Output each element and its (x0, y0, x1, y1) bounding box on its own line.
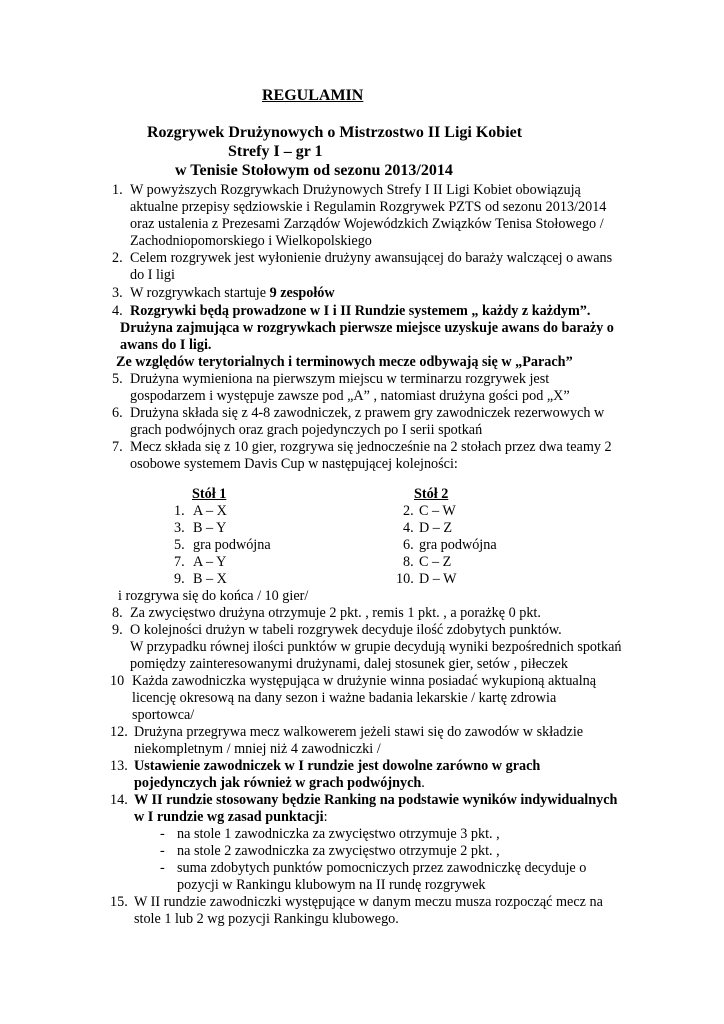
item-number: 4. (112, 303, 123, 319)
item-13-end: . (421, 775, 425, 791)
item-7-line: osobowe systemem Davis Cup w następującej kolejności: (130, 456, 458, 472)
item-10-line: Każda zawodniczka występująca w drużynie winna posiadać wykupioną aktualną (132, 673, 597, 689)
game-pairing: D – W (419, 571, 457, 587)
subtitle-line-1: Rozgrywek Drużynowych o Mistrzostwo II Ligi Kobiet (147, 124, 523, 141)
item-7-line: Mecz składa się z 10 gier, rozgrywa się jednocześnie na 2 stołach przez dwa teamy 2 (130, 439, 612, 455)
item-12-line: Drużyna przegrywa mecz walkowerem jeżeli stawi się do zawodów w składzie (134, 724, 584, 740)
item-13-bold: pojedynczych jak również w grach podwójnych (134, 775, 422, 791)
tables-note: i rozgrywa się do końca / 10 gier/ (118, 588, 309, 604)
item-number: 3. (112, 285, 123, 301)
item-14-line: W II rundzie stosowany będzie Ranking na podstawie wyników indywidualnych (134, 792, 618, 808)
game-pairing: B – Y (193, 520, 227, 536)
item-14-end: : (323, 809, 328, 825)
table-2-header: Stół 2 (414, 486, 449, 502)
item-4-line: Drużyna zajmująca w rozgrywkach pierwsze miejsce uzyskuje awans do baraży o (120, 320, 614, 336)
subtitle-line-2: Strefy I – gr 1 (228, 143, 323, 160)
item-number: 5. (112, 371, 123, 387)
item-number: 9. (112, 622, 123, 638)
game-number: 6. (403, 537, 414, 553)
item-number: 13. (110, 758, 128, 774)
item-number: 6. (112, 405, 123, 421)
item-number: 15. (110, 894, 128, 910)
game-pairing: A – Y (193, 554, 227, 570)
game-pairing: D – Z (419, 520, 453, 536)
item-14-line (134, 809, 328, 826)
bullet-item: pozycji w Rankingu klubowym na II rundę rozgrywek (177, 877, 486, 893)
item-10-line: licencję okresową na dany sezon i ważne badania lekarskie / kartę zdrowia (132, 690, 557, 706)
item-number: 10 (110, 673, 125, 689)
item-number: 2. (112, 250, 123, 266)
bullet-dash: - (160, 843, 165, 859)
item-1-line: Zachodniopomorskiego i Wielkopolskiego (130, 233, 372, 249)
bullet-item: na stole 1 zawodniczka za zwycięstwo otrzymuje 3 pkt. , (177, 826, 500, 842)
game-number: 1. (174, 503, 185, 519)
game-number: 9. (174, 571, 185, 587)
item-number: 7. (112, 439, 123, 455)
page-title: REGULAMIN (262, 87, 364, 104)
game-pairing: B – X (193, 571, 227, 587)
item-1-line: aktualne przepisy sędziowskie i Regulamin Rozgrywek PZTS od sezonu 2013/2014 (130, 199, 607, 215)
item-4-line: Ze względów terytorialnych i terminowych mecze odbywają się w „Parach” (116, 354, 573, 370)
game-number: 8. (403, 554, 414, 570)
item-13-line (134, 775, 425, 792)
item-2-line: do I ligi (130, 267, 175, 283)
item-15-line: W II rundzie zawodniczki występujące w danym meczu musza rozpocząć mecz na (134, 894, 603, 910)
item-3-line (130, 285, 335, 302)
item-9-line: W przypadku równej ilości punktów w grupie decydują wyniki bezpośrednich spotkań (130, 639, 622, 655)
game-pairing: C – W (419, 503, 456, 519)
item-number: 1. (112, 182, 123, 198)
game-number: 2. (403, 503, 414, 519)
bullet-item: suma zdobytych punktów pomocniczych przez zawodniczkę decyduje o (177, 860, 587, 876)
item-9-line: O kolejności drużyn w tabeli rozgrywek decyduje ilość zdobytych punktów. (130, 622, 562, 638)
item-6-line: grach podwójnych oraz grach pojedynczych po I serii spotkań (130, 422, 483, 438)
bullet-dash: - (160, 860, 165, 876)
item-1-line: W powyższych Rozgrywkach Drużynowych Strefy I II Ligi Kobiet obowiązują (130, 182, 581, 198)
item-5-line: Drużyna wymieniona na pierwszym miejscu w terminarzu rozgrywek jest (130, 371, 550, 387)
item-9-line: pomiędzy zainteresowanymi drużynami, dalej stosunek gier, setów , piłeczek (130, 656, 568, 672)
item-10-line: sportowca/ (132, 707, 195, 723)
item-14-bold: w I rundzie wg zasad punktacji (134, 809, 324, 825)
item-1-line: oraz ustalenia z Prezesami Zarządów Wojewódzkich Związków Tenisa Stołowego / (130, 216, 604, 232)
game-pairing: gra podwójna (193, 537, 271, 553)
game-number: 4. (403, 520, 414, 536)
game-number: 5. (174, 537, 185, 553)
game-pairing: A – X (193, 503, 227, 519)
item-2-line: Celem rozgrywek jest wyłonienie drużyny awansującej do baraży walczącej o awans (130, 250, 613, 266)
game-pairing: gra podwójna (419, 537, 497, 553)
item-5-line: gospodarzem i występuje zawsze pod „A” , natomiast drużyna gości pod „X” (130, 388, 570, 404)
game-number: 3. (174, 520, 185, 536)
item-4-line: awans do I ligi. (120, 337, 212, 353)
item-3-bold: 9 zespołów (269, 285, 335, 301)
game-pairing: C – Z (419, 554, 452, 570)
bullet-item: na stole 2 zawodniczka za zwycięstwo otrzymuje 2 pkt. , (177, 843, 500, 859)
game-number: 10. (396, 571, 414, 587)
item-12-line: niekompletnym / mniej niż 4 zawodniczki / (134, 741, 381, 757)
table-1-header: Stół 1 (192, 486, 227, 502)
item-number: 14. (110, 792, 128, 808)
item-3-text: W rozgrywkach startuje (130, 285, 270, 301)
item-13-line: Ustawienie zawodniczek w I rundzie jest dowolne zarówno w grach (134, 758, 541, 774)
subtitle-line-3: w Tenisie Stołowym od sezonu 2013/2014 (175, 162, 453, 179)
item-number: 12. (110, 724, 128, 740)
item-8-line: Za zwycięstwo drużyna otrzymuje 2 pkt. , remis 1 pkt. , a porażkę 0 pkt. (130, 605, 541, 621)
item-number: 8. (112, 605, 123, 621)
game-number: 7. (174, 554, 185, 570)
item-4-line: Rozgrywki będą prowadzone w I i II Rundzie systemem „ każdy z każdym”. (130, 303, 591, 319)
item-6-line: Drużyna składa się z 4-8 zawodniczek, z prawem gry zawodniczek rezerwowych w (130, 405, 605, 421)
item-15-line: stole 1 lub 2 wg pozycji Rankingu klubowego. (134, 911, 399, 927)
bullet-dash: - (160, 826, 165, 842)
